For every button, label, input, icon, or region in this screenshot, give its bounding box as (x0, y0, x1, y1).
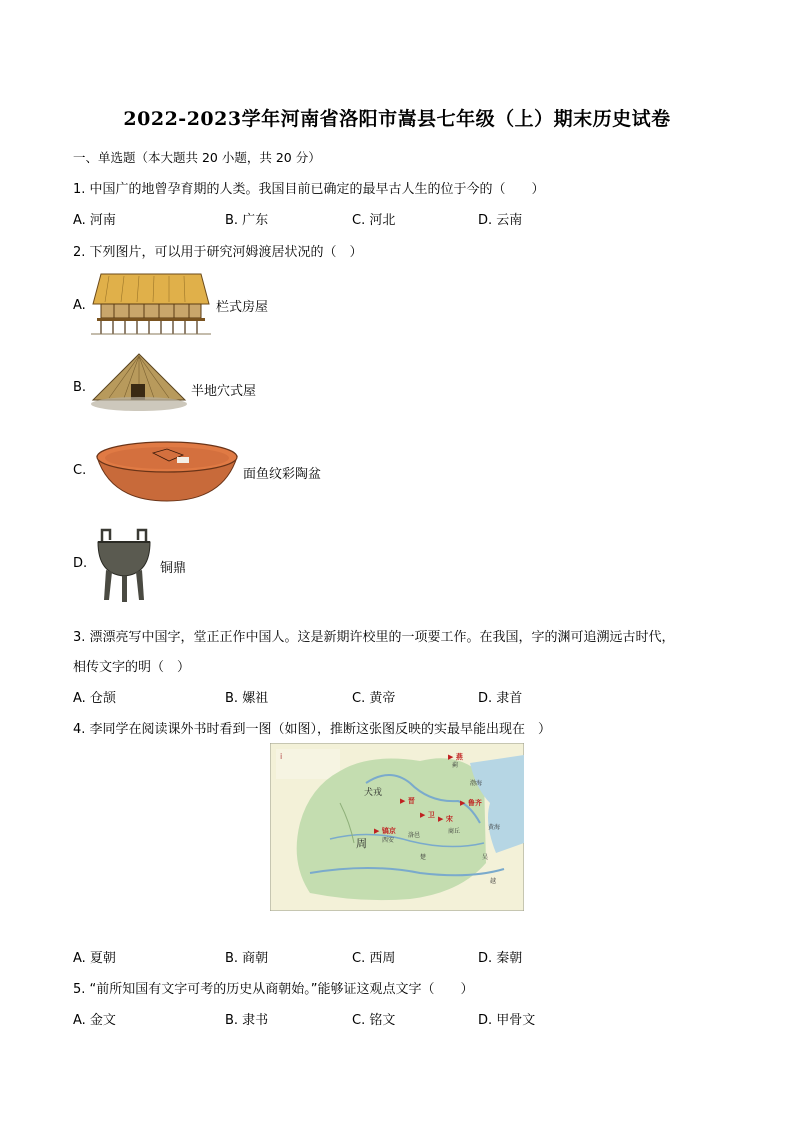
pottery-basin-image (93, 437, 241, 505)
question-4-stem: 4. 李同学在阅读课外书时看到一图（如图），推断这张图反映的实最早能出现在 ） (73, 722, 552, 737)
q2-option-a-caption: 栏式房屋 (216, 300, 269, 315)
map-label-ji: 蓟 (452, 762, 459, 769)
question-2-stem: 2. 下列图片，可以用于研究河姆渡居状况的（ ） (73, 245, 363, 260)
bronze-ding-image (92, 526, 156, 604)
map-label-chu: 楚 (420, 854, 427, 861)
q5-option-d[interactable]: D. 甲骨文 (478, 1013, 536, 1028)
map-label-lu-qi: 鲁齐 (467, 799, 482, 807)
q4-option-c[interactable]: C. 西周 (352, 951, 396, 966)
map-label-xian: 西安 (382, 837, 395, 844)
svg-text:▶ 宋: ▶ 宋 (438, 815, 453, 823)
map-label-song: 宋 (445, 815, 453, 823)
q2-option-b-letter[interactable]: B. (73, 380, 87, 395)
map-label-jin: 晋 (407, 797, 415, 805)
map-label-haojing: 镐京 (381, 827, 396, 835)
q3-option-d[interactable]: D. 隶首 (478, 691, 523, 706)
question-1-stem: 1. 中国广的地曾孕育期的人类。我国目前已确定的最早古人生的位于今的（ ） (73, 182, 545, 197)
western-zhou-map (270, 743, 524, 911)
svg-text:▶ 镐京: ▶ 镐京 (374, 827, 396, 835)
q2-option-c-letter[interactable]: C. (73, 463, 87, 478)
map-label-wei: 卫 (427, 811, 435, 819)
map-corner-mark: i (280, 752, 283, 761)
q2-option-c-caption: 面鱼纹彩陶盆 (243, 467, 322, 482)
q3-option-c[interactable]: C. 黄帝 (352, 691, 396, 706)
question-3-stem-continued: 相传文字的明（ ） (73, 660, 191, 675)
semi-subterranean-house-image (89, 352, 189, 414)
map-label-luoyi: 洛邑 (408, 832, 421, 839)
map-label-yan: 燕 (455, 753, 463, 761)
question-5-stem: 5. “前所知国有文字可考的历史从商朝始。”能够证这观点文字（ ） (73, 982, 474, 997)
q4-option-a[interactable]: A. 夏朝 (73, 951, 116, 966)
map-label-quanrong: 犬戎 (364, 788, 383, 798)
svg-text:▶ 鲁齐: ▶ 鲁齐 (460, 799, 482, 807)
page-title: 2022-2023学年河南省洛阳市嵩县七年级（上）期末历史试卷 (123, 108, 671, 130)
q5-option-b[interactable]: B. 隶书 (225, 1013, 269, 1028)
map-label-huanghai: 黄海 (488, 824, 501, 831)
map-label-zhou: 周 (356, 837, 367, 850)
question-3-stem: 3. 漂漂亮写中国字，堂正正作中国人。这是新期许校里的一项要工作。在我国，字的渊可追溯远古时代， (73, 630, 675, 645)
svg-text:▶ 燕: ▶ 燕 (448, 753, 463, 761)
map-label-wu: 吴 (482, 854, 489, 861)
q2-option-d-letter[interactable]: D. (73, 556, 88, 571)
map-label-shangqiu: 商丘 (448, 828, 461, 835)
q5-option-c[interactable]: C. 铭文 (352, 1013, 396, 1028)
q1-option-a[interactable]: A. 河南 (73, 213, 116, 228)
q2-option-d-caption: 铜鼎 (160, 561, 187, 576)
q5-option-a[interactable]: A. 金文 (73, 1013, 116, 1028)
map-label-yue: 越 (490, 878, 497, 885)
q4-option-b[interactable]: B. 商朝 (225, 951, 269, 966)
q2-option-b-caption: 半地穴式屋 (191, 384, 257, 399)
svg-text:▶ 晋: ▶ 晋 (400, 797, 415, 805)
q1-option-c[interactable]: C. 河北 (352, 213, 396, 228)
section-heading: 一、单选题（本大题共 20 小题，共 20 分） (73, 150, 321, 165)
q4-option-d[interactable]: D. 秦朝 (478, 951, 523, 966)
map-label-bohai: 渤海 (470, 780, 483, 787)
stilt-house-image (89, 268, 213, 338)
q3-option-b[interactable]: B. 嫘祖 (225, 691, 269, 706)
q3-option-a[interactable]: A. 仓颉 (73, 691, 116, 706)
svg-text:▶ 卫: ▶ 卫 (420, 811, 435, 819)
q1-option-b[interactable]: B. 广东 (225, 213, 269, 228)
q1-option-d[interactable]: D. 云南 (478, 213, 523, 228)
q2-option-a-letter[interactable]: A. (73, 298, 86, 313)
